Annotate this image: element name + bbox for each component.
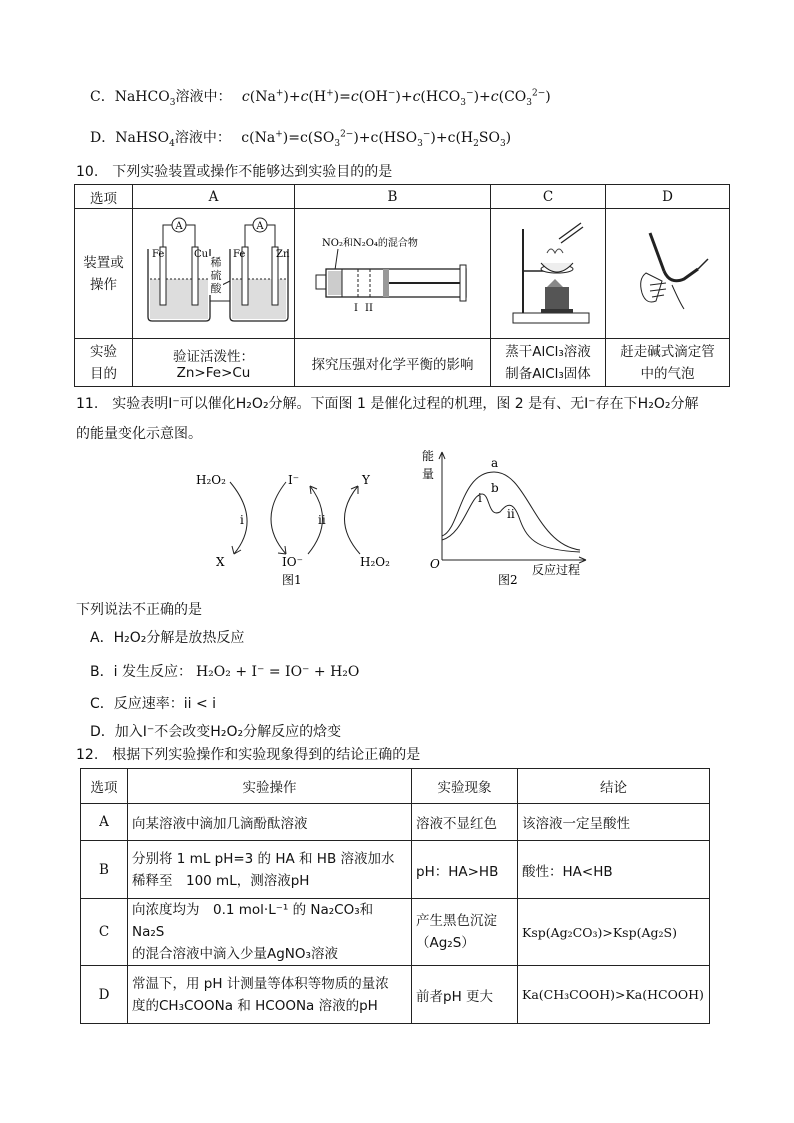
q12-row-c-phenomenon — [412, 899, 518, 966]
fig2-ylabel-1: 能 — [422, 450, 435, 463]
fig2-ylabel-2: 量 — [422, 467, 435, 481]
fig1-iodide: I⁻ — [288, 473, 300, 487]
q12-header-operation: 实验操作 — [128, 769, 412, 804]
fig1-caption: 图1 — [282, 573, 302, 587]
q10-goal-d-line2: 中的气泡 — [640, 365, 695, 382]
zn-label: Zn — [275, 249, 289, 260]
q11-option-c: C．反应速率：ii < i — [90, 696, 217, 712]
fig2-peak-ii: ii — [507, 507, 515, 521]
q12-row-b-operation — [128, 841, 412, 899]
q12-row-d-conclusion: Ka(CH₃COOH)>Ka(HCOOH) — [518, 966, 710, 1024]
fe-label-2: Fe — [232, 249, 245, 260]
q10-apparatus-a — [133, 209, 295, 339]
q10-stem: 10. 下列实验装置或操作不能够达到实验目的的是 — [76, 164, 393, 180]
q10-goal-d — [606, 339, 730, 387]
q9-c-tail: 溶液中： — [175, 89, 232, 105]
q10-goal-c-line2: 制备AlCl₃固体 — [505, 365, 591, 382]
q9-option-c: C．NaHCO$_3$溶液中： $c(Na^+)+c(H^+)=c(OH^-)+c(HCO_3^-)+c(CO_3^{2-})$ — [90, 88, 551, 108]
fig1-x: X — [216, 555, 225, 569]
q12-row-a-phenomenon: 溶液不显红色 — [412, 804, 518, 841]
fig2-xlabel: 反应过程 — [532, 563, 581, 577]
q12-table — [80, 768, 710, 1024]
fig2-origin: O — [430, 557, 440, 571]
q10-apparatus-c — [491, 209, 606, 339]
q9-d-label: D．NaHSO — [90, 130, 170, 146]
q10-row-goal-label — [75, 339, 133, 387]
q11-stem-line2: 的能量变化示意图。 — [76, 426, 202, 442]
q11-option-d: D．加入I⁻不会改变H₂O₂分解反应的焓变 — [90, 724, 342, 740]
q11-option-b — [90, 661, 359, 681]
q12-row-b-op-line1: 分别将 1 mL pH=3 的 HA 和 HB 溶液加水 — [132, 850, 395, 867]
q11-option-b-prefix: B．i 发生反应： — [90, 664, 192, 680]
syringe-gas-label: NO₂和N₂O₄的混合物 — [321, 238, 418, 249]
q12-row-c-operation — [128, 899, 412, 966]
q12-row-d-option: D — [81, 966, 128, 1024]
q12-row-b-phenomenon: pH：HA>HB — [412, 841, 518, 899]
q11-stem-line1: 11. 实验表明I⁻可以催化H₂O₂分解。下面图 1 是催化过程的机理，图 2 是有、无I⁻存在下H₂O₂分解 — [76, 396, 699, 412]
q12-row-a-operation: 向某溶液中滴加几滴酚酞溶液 — [128, 804, 412, 841]
q10-goal-a: 验证活泼性：Zn>Fe>Cu — [133, 339, 295, 387]
q10-row-apparatus-label — [75, 209, 133, 339]
q12-header-phenomenon: 实验现象 — [412, 769, 518, 804]
q12-row-d-phenomenon: 前者pH 更大 — [412, 966, 518, 1024]
q12-row-c-op-line1: 向浓度均为 0.1 mol·L⁻¹ 的 Na₂CO₃和 Na₂S — [132, 902, 374, 940]
mark-i: I — [353, 303, 358, 314]
q12-header-option: 选项 — [81, 769, 128, 804]
q10-apparatus-b — [295, 209, 491, 339]
q10-goal-c — [491, 339, 606, 387]
q10-table — [74, 184, 730, 387]
fig1-h2o2-bottom: H₂O₂ — [360, 555, 390, 569]
evaporation-setup-diagram — [495, 209, 601, 334]
q12-row-b-option: B — [81, 841, 128, 899]
q10-header-c: C — [491, 185, 606, 209]
q10-row1-text: 装置或操作 — [83, 254, 124, 293]
fig2-curve-a: a — [491, 456, 499, 470]
syringe-diagram — [298, 209, 488, 334]
q10-goal-b: 探究压强对化学平衡的影响 — [295, 339, 491, 387]
q12-row-c-conclusion: Ksp(Ag₂CO₃)>Ksp(Ag₂S) — [518, 899, 710, 966]
q11-option-a: A．H₂O₂分解是放热反应 — [90, 630, 245, 646]
q10-goal-c-line1: 蒸干AlCl₃溶液 — [505, 343, 591, 360]
fig2-peak-i: i — [478, 491, 482, 505]
ammeter-label-2: A — [255, 221, 264, 232]
ammeter-label: A — [174, 221, 183, 232]
q9-d-tail: 溶液中： — [174, 130, 231, 146]
q10-header-option: 选项 — [75, 185, 133, 209]
fe-label: Fe — [151, 249, 164, 260]
fig2-curve-b: b — [491, 481, 499, 495]
q12-row-c-phen-line1: 产生黑色沉淀 — [416, 913, 497, 929]
fig1-step-ii: ii — [318, 513, 326, 527]
q12-row-d-op-line1: 常温下，用 pH 计测量等体积等物质的量浓 — [132, 975, 389, 992]
q12-row-c-option: C — [81, 899, 128, 966]
q11-figures — [190, 450, 610, 590]
q10-goal-d-line1: 赶走碱式滴定管 — [620, 343, 715, 360]
fig1-y: Y — [362, 473, 370, 487]
q10-header-a: A — [133, 185, 295, 209]
q11-option-b-equation: H₂O₂ + I⁻ = IO⁻ + H₂O — [195, 664, 360, 680]
q12-row-b-op-line2: 稀释至 100 mL，测溶液pH — [132, 872, 310, 889]
q12-stem: 12. 根据下列实验操作和实验现象得到的结论正确的是 — [76, 747, 421, 763]
dilute-acid-label — [209, 256, 223, 295]
acid-text: 稀硫酸 — [210, 256, 222, 295]
q12-row-c-op-line2: 的混合溶液中滴入少量AgNO₃溶液 — [132, 946, 338, 962]
q12-row-a-conclusion: 该溶液一定呈酸性 — [518, 804, 710, 841]
q9-c-label: C．NaHCO — [90, 89, 170, 105]
q10-header-b: B — [295, 185, 491, 209]
q10-apparatus-d — [606, 209, 730, 339]
q9-option-d: D．NaHSO$_4$溶液中： $c(Na^+)=c(SO_3^{2-})+c(HSO_3^-)+c(H_2SO_3)$ — [90, 129, 512, 149]
fig1-h2o2-top: H₂O₂ — [196, 473, 226, 487]
q12-row-b-conclusion: 酸性：HA<HB — [518, 841, 710, 899]
q9-d-formula: $c(Na^+)=c(SO_3^{2-})+c(HSO_3^-)+c(H_2SO_3)$ — [241, 129, 512, 149]
q12-row-c-phen-line2: （Ag₂S） — [416, 935, 475, 951]
q12-row-a-option: A — [81, 804, 128, 841]
q11-question: 下列说法不正确的是 — [76, 602, 202, 618]
fig1-step-i: i — [240, 513, 244, 527]
q10-row2-text: 实验目的 — [90, 343, 117, 382]
cu-label: Cu — [193, 249, 208, 260]
mark-ii: II — [364, 303, 373, 314]
fig2-caption: 图2 — [498, 573, 518, 587]
q12-row-d-op-line2: 度的CH₃COONa 和 HCOONa 溶液的pH — [132, 997, 378, 1014]
burette-bubble-diagram — [610, 209, 725, 334]
q10-header-d: D — [606, 185, 730, 209]
fig1-hypoiodite: IO⁻ — [282, 555, 303, 569]
q9-c-formula: c — [241, 89, 250, 105]
q12-header-conclusion: 结论 — [518, 769, 710, 804]
q12-row-d-operation — [128, 966, 412, 1024]
